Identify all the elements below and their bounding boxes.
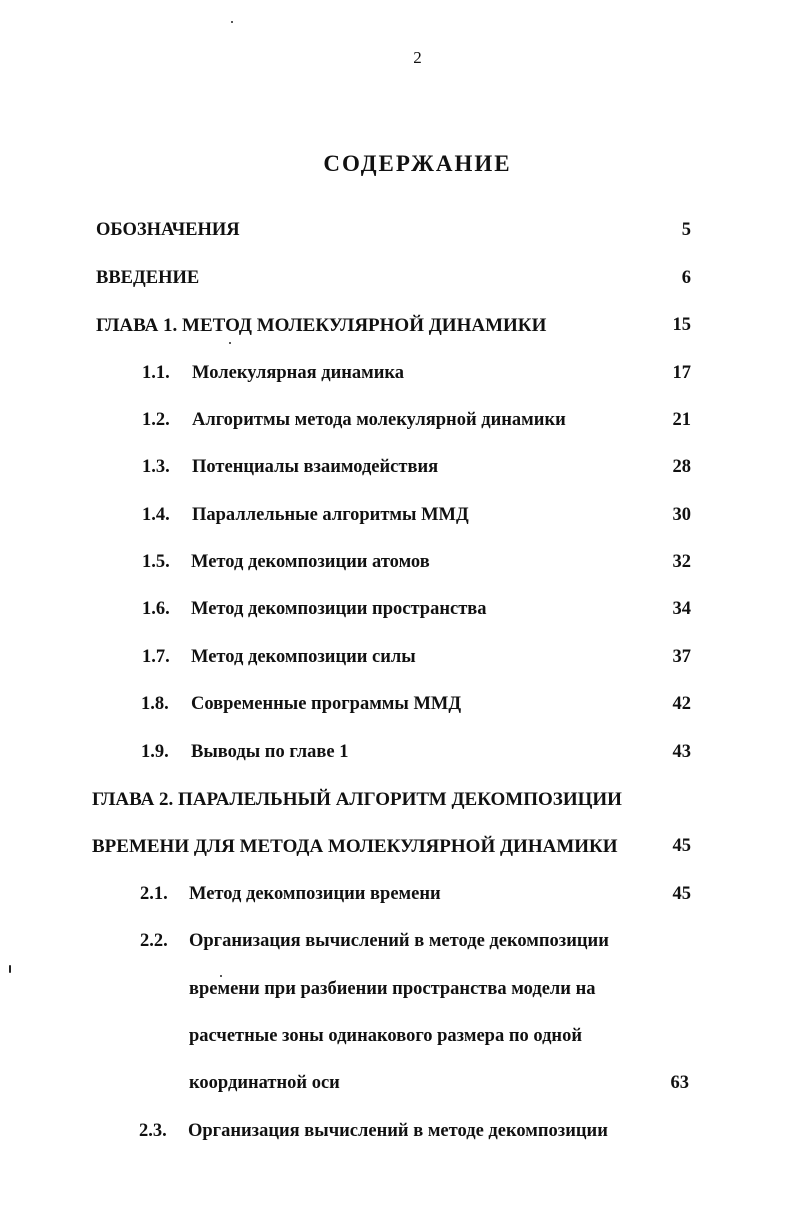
toc-entry-number: 1.3.: [142, 457, 170, 477]
scan-speck: [229, 342, 231, 344]
toc-entry-page: 34: [672, 599, 691, 619]
toc-entry-number: 1.7.: [142, 647, 170, 667]
toc-entry-text: времени при разбиении пространства модели на: [189, 979, 596, 999]
toc-entry-text: ВРЕМЕНИ ДЛЯ МЕТОДА МОЛЕКУЛЯРНОЙ ДИНАМИКИ: [92, 836, 618, 857]
toc-entry-page: 5: [681, 220, 691, 240]
toc-entry: [0, 647, 795, 675]
toc-entry-number: 1.9.: [141, 742, 169, 762]
toc-entry: [0, 505, 795, 533]
toc-entry-number: 1.1.: [142, 363, 170, 383]
toc-entry-number: 2.1.: [140, 884, 168, 904]
toc-entry-text: Параллельные алгоритмы ММД: [192, 505, 469, 525]
scan-speck: [220, 975, 222, 977]
toc-entry: [0, 220, 795, 248]
toc-entry: [0, 268, 795, 296]
toc-entry-number: 1.5.: [142, 552, 170, 572]
toc-entry-text: Потенциалы взаимодействия: [192, 457, 439, 477]
page-number: 2: [413, 48, 422, 67]
toc-entry-page: 21: [672, 410, 691, 430]
toc-entry-text: Метод декомпозиции времени: [189, 884, 441, 904]
toc-entry-page: 15: [672, 315, 691, 335]
toc-entry-text: Алгоритмы метода молекулярной динамики: [192, 410, 566, 430]
toc-chapter-entry: [0, 836, 795, 864]
toc-entry-text: ВВЕДЕНИЕ: [96, 268, 200, 288]
toc-entry-text: Метод декомпозиции пространства: [191, 599, 487, 619]
toc-entry-text: Метод декомпозиции атомов: [191, 552, 430, 572]
toc-entry-text: Молекулярная динамика: [192, 363, 405, 383]
toc-entry-page: 30: [672, 505, 691, 525]
toc-entry-page: 6: [681, 268, 691, 288]
toc-entry-continuation: [0, 979, 795, 1007]
scan-speck: [231, 21, 233, 23]
toc-entry-page: 28: [672, 457, 691, 477]
toc-entry: [0, 457, 795, 485]
toc-entry-text: ГЛАВА 1. МЕТОД МОЛЕКУЛЯРНОЙ ДИНАМИКИ: [96, 315, 547, 336]
toc-entry-page: 43: [672, 742, 691, 762]
toc-entry-continuation: [0, 1026, 795, 1054]
toc-entry-text: ГЛАВА 2. ПАРАЛЕЛЬНЫЙ АЛГОРИТМ ДЕКОМПОЗИЦИИ: [92, 789, 622, 810]
toc-entry-text: Метод декомпозиции силы: [191, 647, 416, 667]
scan-speck: [9, 965, 11, 973]
toc-entry: [0, 599, 795, 627]
toc-entry-number: 1.8.: [141, 694, 169, 714]
toc-entry-text: Организация вычислений в методе декомпозиции: [188, 1121, 608, 1141]
toc-entry: [0, 694, 795, 722]
toc-entry-page: 17: [672, 363, 691, 383]
toc-entry-text: расчетные зоны одинакового размера по одной: [189, 1026, 582, 1046]
toc-entry-continuation: [0, 1073, 795, 1101]
toc-entry-page: 45: [672, 884, 691, 904]
toc-entry-page: 42: [672, 694, 691, 714]
toc-entry: [0, 410, 795, 438]
toc-entry-number: 2.3.: [139, 1121, 167, 1141]
toc-chapter-entry: [0, 789, 795, 817]
toc-entry: [0, 742, 795, 770]
toc-entry: [0, 363, 795, 391]
toc-entry-text: ОБОЗНАЧЕНИЯ: [96, 220, 240, 240]
toc-entry-page: 37: [672, 647, 691, 667]
toc-entry-text: Организация вычислений в методе декомпозиции: [189, 931, 609, 951]
toc-entry-number: 1.6.: [142, 599, 170, 619]
toc-chapter-entry: [0, 315, 795, 343]
toc-entry-number: 2.2.: [140, 931, 168, 951]
toc-entry: [0, 931, 795, 959]
toc-entry-text: Современные программы ММД: [191, 694, 462, 714]
toc-entry: [0, 552, 795, 580]
toc-entry-number: 1.4.: [142, 505, 170, 525]
toc-entry-text: координатной оси: [189, 1073, 340, 1093]
toc-title: СОДЕРЖАНИЕ: [323, 151, 512, 176]
toc-entry-page: 63: [670, 1073, 689, 1093]
toc-entry: [0, 884, 795, 912]
toc-entry: [0, 1121, 795, 1149]
toc-entry-page: 45: [672, 836, 691, 856]
toc-entry-page: 32: [672, 552, 691, 572]
toc-entry-text: Выводы по главе 1: [191, 742, 349, 762]
toc-entry-number: 1.2.: [142, 410, 170, 430]
